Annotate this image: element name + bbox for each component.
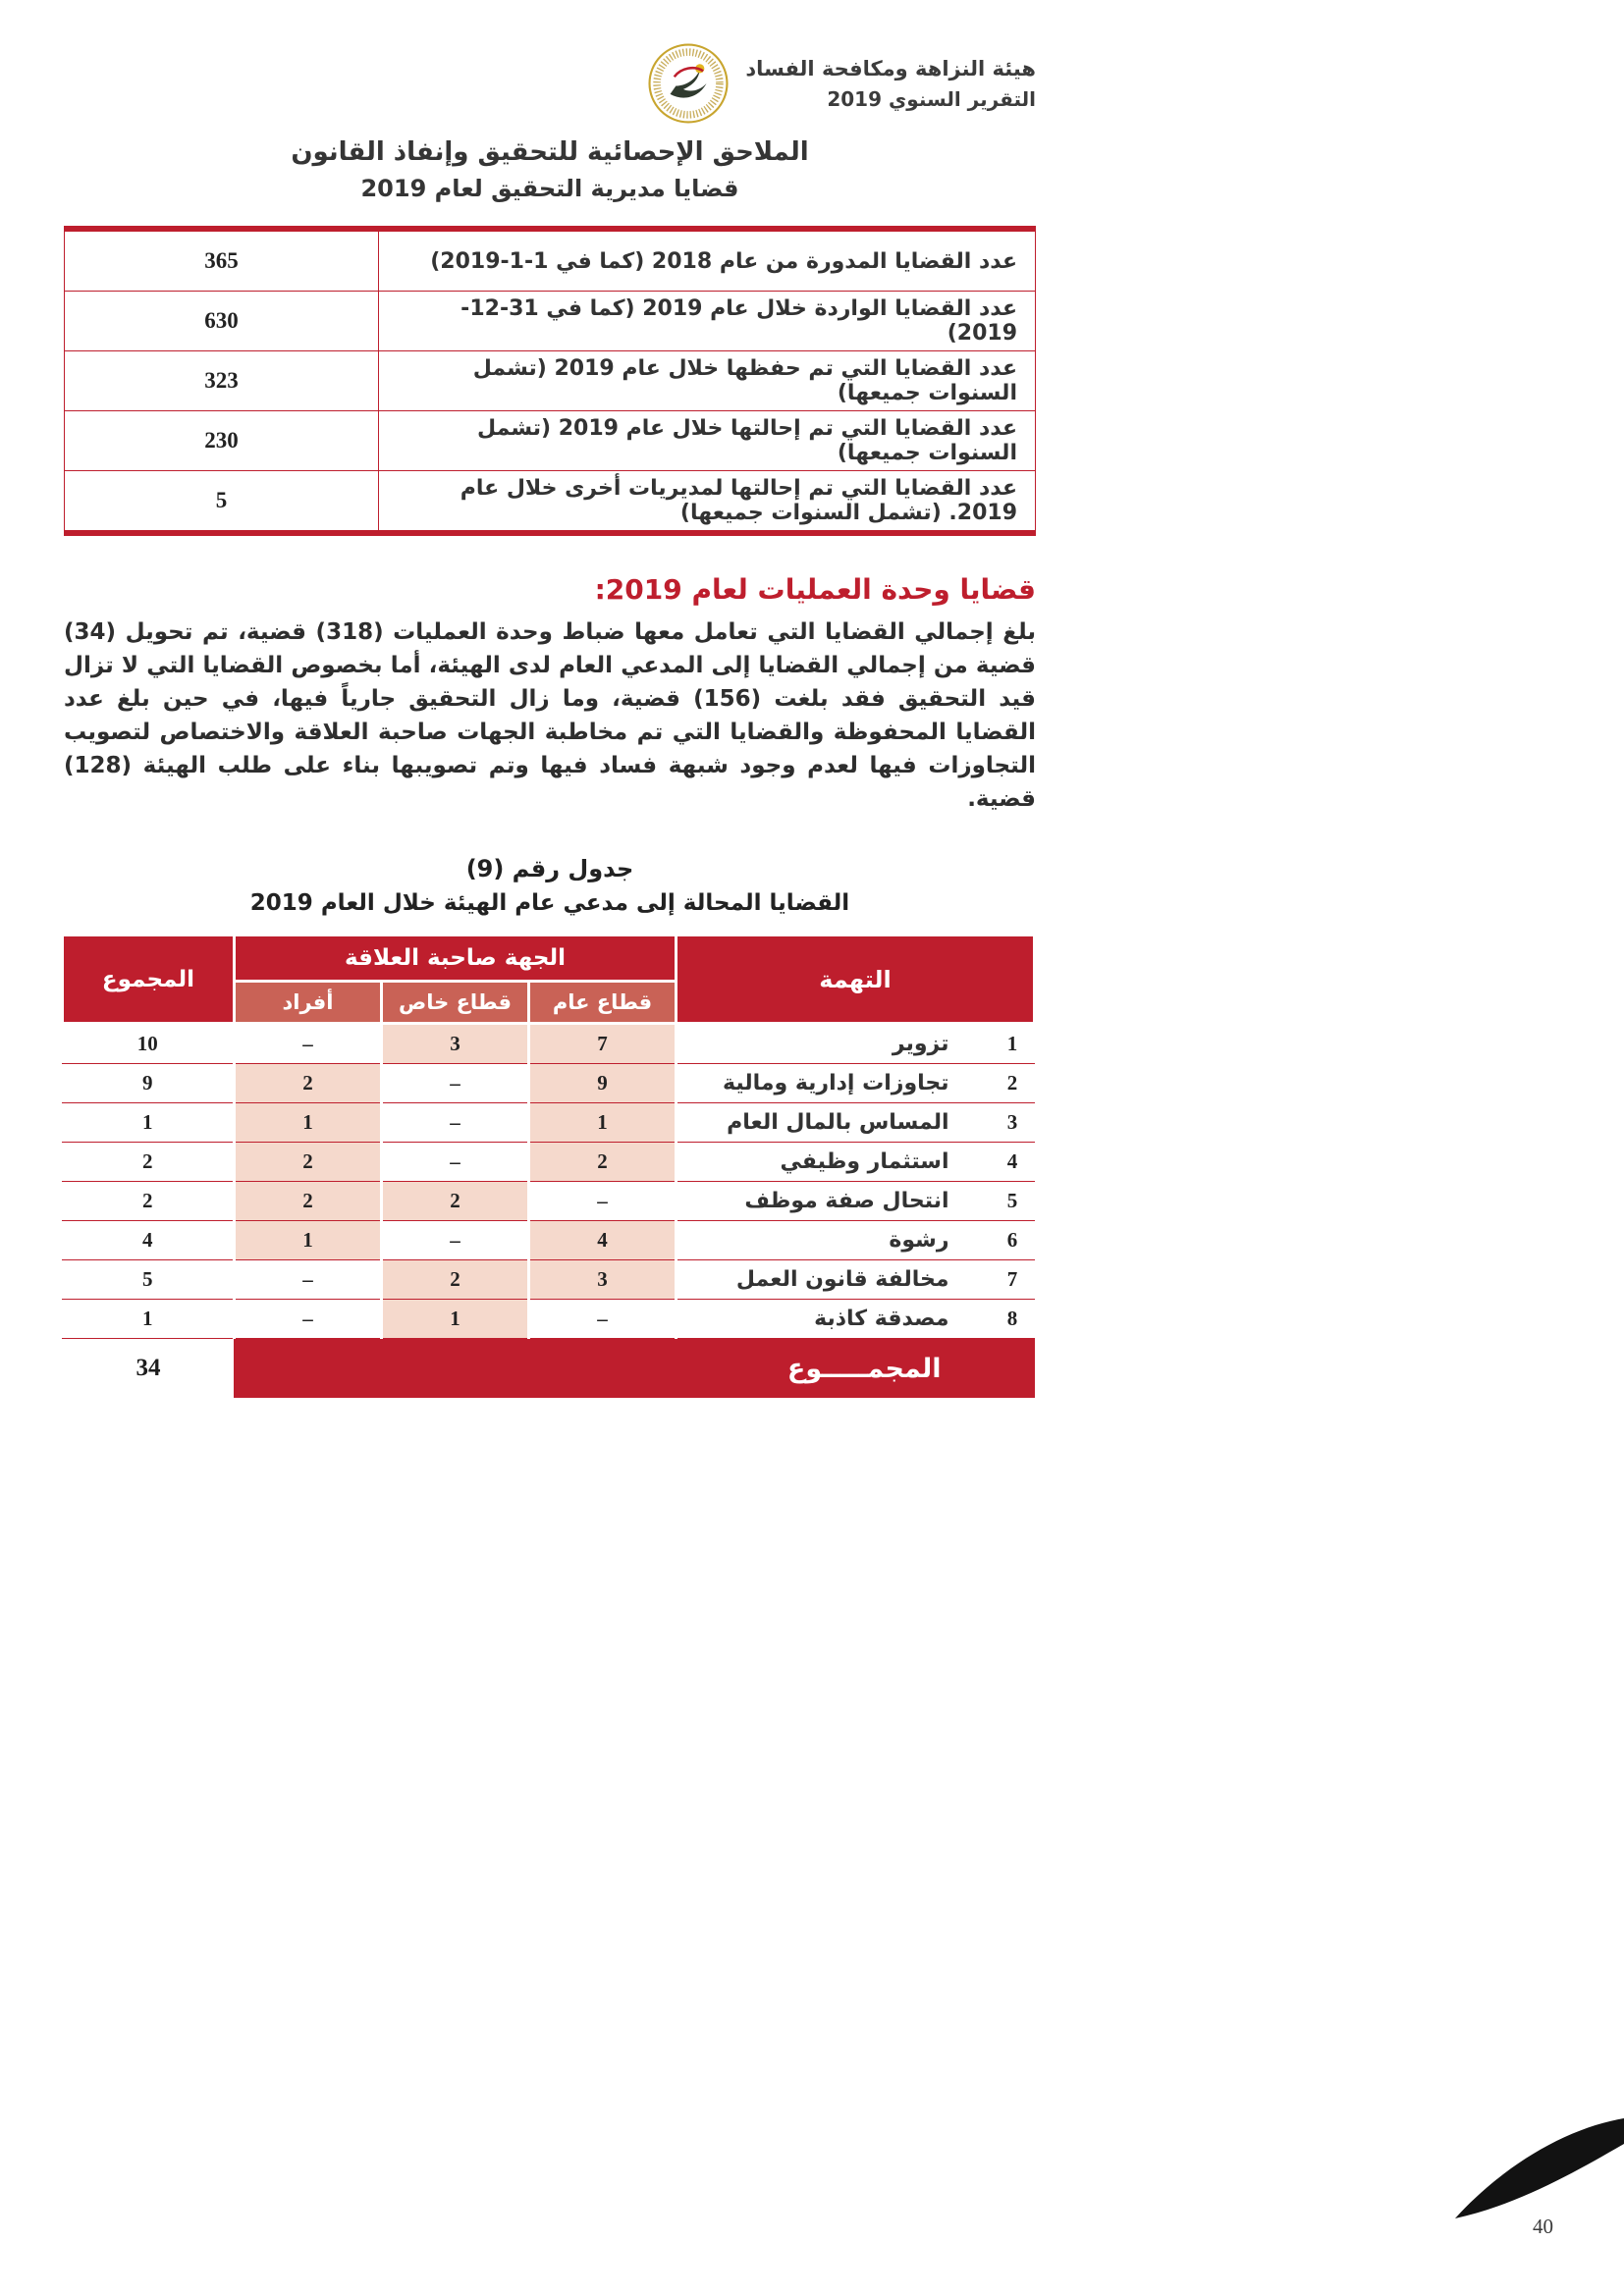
case-count-value: 230 [65, 411, 379, 471]
grand-total-value: 34 [62, 1339, 234, 1399]
report-title: التقرير السنوي 2019 [827, 86, 1036, 111]
column-header-charge: التهمة [677, 935, 1035, 1024]
table9-row [62, 1103, 1034, 1143]
public-sector-count: 9 [529, 1064, 677, 1103]
table9-row [62, 1260, 1034, 1300]
case-count-value: 323 [65, 351, 379, 411]
private-sector-count: 2 [382, 1260, 529, 1300]
operations-unit-heading: قضايا وحدة العمليات لعام 2019: [594, 573, 1036, 606]
header-text-block [745, 57, 1036, 111]
page-subtitle: قضايا مديرية التحقيق لعام 2019 [360, 175, 739, 202]
case-category-label: عدد القضايا الواردة خلال عام 2019 (كما في 31-12-2019) [379, 292, 1036, 351]
column-header-private-sector: قطاع خاص [382, 982, 529, 1024]
row-number: 8 [991, 1300, 1035, 1339]
row-number: 7 [991, 1260, 1035, 1300]
charge-name: تزوير [677, 1024, 991, 1064]
public-sector-count: 2 [529, 1143, 677, 1182]
public-sector-count: 7 [529, 1024, 677, 1064]
row-total: 9 [62, 1064, 234, 1103]
table9-caption-number: جدول رقم (9) [465, 855, 634, 882]
content-column [64, 41, 1036, 1398]
case-category-label: عدد القضايا التي تم إحالتها لمديريات أخرى خلال عام 2019. (تشمل السنوات جميعها) [379, 471, 1036, 534]
charge-name: مخالفة قانون العمل [677, 1260, 991, 1300]
public-sector-count: 1 [529, 1103, 677, 1143]
individuals-count: 2 [234, 1182, 381, 1221]
private-sector-count: – [382, 1064, 529, 1103]
summary-table-row [65, 351, 1036, 411]
row-total: 4 [62, 1221, 234, 1260]
row-total: 5 [62, 1260, 234, 1300]
page-number: 40 [1533, 2215, 1553, 2238]
charge-name: انتحال صفة موظف [677, 1182, 991, 1221]
case-category-label: عدد القضايا التي تم إحالتها خلال عام 2019 (تشمل السنوات جميعها) [379, 411, 1036, 471]
summary-table-row [65, 471, 1036, 534]
private-sector-count: 3 [382, 1024, 529, 1064]
row-number: 6 [991, 1221, 1035, 1260]
individuals-count: – [234, 1024, 381, 1064]
column-header-total: المجموع [62, 935, 234, 1024]
table9-row [62, 1300, 1034, 1339]
commission-logo-icon [647, 42, 730, 125]
case-category-label: عدد القضايا المدورة من عام 2018 (كما في 1-1-2019) [379, 229, 1036, 292]
public-sector-count: 4 [529, 1221, 677, 1260]
table9-header [62, 935, 1034, 1024]
charge-name: تجاوزات إدارية ومالية [677, 1064, 991, 1103]
page-title: الملاحق الإحصائية للتحقيق وإنفاذ القانون [291, 137, 809, 167]
public-sector-count: – [529, 1182, 677, 1221]
individuals-count: 2 [234, 1143, 381, 1182]
private-sector-count: – [382, 1143, 529, 1182]
table9-body [62, 1024, 1034, 1339]
row-number: 3 [991, 1103, 1035, 1143]
individuals-count: – [234, 1260, 381, 1300]
individuals-count: – [234, 1300, 381, 1339]
case-count-value: 5 [65, 471, 379, 534]
public-sector-count: – [529, 1300, 677, 1339]
private-sector-count: 1 [382, 1300, 529, 1339]
column-header-individuals: أفراد [234, 982, 381, 1024]
row-total: 1 [62, 1300, 234, 1339]
referred-cases-table [61, 934, 1036, 1398]
summary-table-row [65, 229, 1036, 292]
summary-table-row [65, 292, 1036, 351]
row-total: 2 [62, 1182, 234, 1221]
row-number: 1 [991, 1024, 1035, 1064]
table9-footer-row [62, 1339, 1034, 1399]
private-sector-count: 2 [382, 1182, 529, 1221]
table9-row [62, 1064, 1034, 1103]
table9-row [62, 1024, 1034, 1064]
individuals-count: 1 [234, 1221, 381, 1260]
charge-name: استثمار وظيفي [677, 1143, 991, 1182]
table9-header-row-1 [62, 935, 1034, 982]
row-number: 5 [991, 1182, 1035, 1221]
private-sector-count: – [382, 1103, 529, 1143]
row-number: 2 [991, 1064, 1035, 1103]
table9-footer [62, 1339, 1034, 1399]
row-total: 2 [62, 1143, 234, 1182]
table9-row [62, 1182, 1034, 1221]
individuals-count: 1 [234, 1103, 381, 1143]
table9-row [62, 1143, 1034, 1182]
row-number: 4 [991, 1143, 1035, 1182]
investigation-summary-table [64, 226, 1036, 536]
column-header-public-sector: قطاع عام [529, 982, 677, 1024]
operations-paragraph: بلغ إجمالي القضايا التي تعامل معها ضباط وحدة العمليات (318) قضية، تم تحويل (34) قضية من إجمالي القضايا إلى المدعي العام لدى الهيئة، أما بخصوص القضايا التي لا تزال قيد التحقيق فقد بلغت (156) قضية، وما زال التحقيق جارياً فيها، في حين بلغ عدد القضايا المحفوظة والقضايا التي تم مخاطبة الجهات صاحبة العلاقة والاختصاص لتصويب التجاوزات فيها لعدم وجود شبهة فساد فيها وتم تصويبها بناء على طلب الهيئة (128) قضية. [64, 619, 1036, 812]
grand-total-label: المجمـــــوع [234, 1339, 1034, 1399]
table9-caption-title: القضايا المحالة إلى مدعي عام الهيئة خلال العام 2019 [249, 890, 850, 916]
table9-row [62, 1221, 1034, 1260]
summary-table-row [65, 411, 1036, 471]
corner-swoosh-graphic [1452, 2110, 1624, 2228]
case-count-value: 630 [65, 292, 379, 351]
charge-name: المساس بالمال العام [677, 1103, 991, 1143]
private-sector-count: – [382, 1221, 529, 1260]
case-category-label: عدد القضايا التي تم حفظها خلال عام 2019 (تشمل السنوات جميعها) [379, 351, 1036, 411]
charge-name: مصدقة كاذبة [677, 1300, 991, 1339]
individuals-count: 2 [234, 1064, 381, 1103]
organization-name: هيئة النزاهة ومكافحة الفساد [745, 56, 1036, 80]
public-sector-count: 3 [529, 1260, 677, 1300]
case-count-value: 365 [65, 229, 379, 292]
page-header [64, 41, 1036, 126]
charge-name: رشوة [677, 1221, 991, 1260]
row-total: 10 [62, 1024, 234, 1064]
summary-table-body [65, 229, 1036, 533]
row-total: 1 [62, 1103, 234, 1143]
column-header-party-group: الجهة صاحبة العلاقة [234, 935, 676, 982]
